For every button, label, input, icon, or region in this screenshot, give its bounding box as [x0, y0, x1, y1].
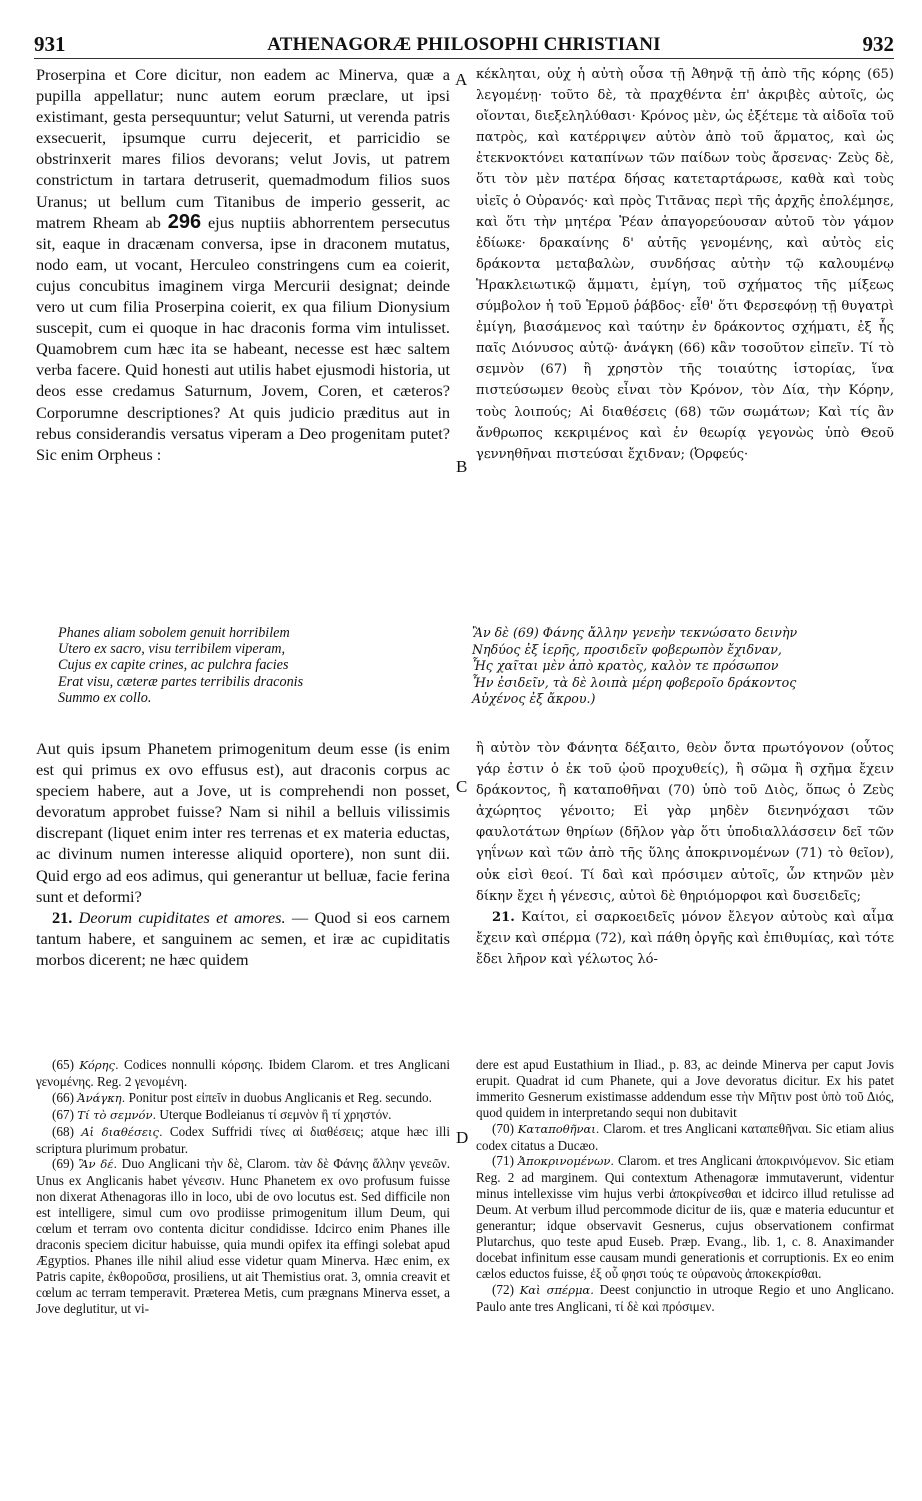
greek-poem: Ἂν δὲ (69) Φάνης ἄλλην γενεὴν τεκνώσατο δεινὴν Νηδύος ἐξ ἱερῆς, προσιδεῖν φοβερωπὸν ἔχιδναν, Ἧς χαῖται μὲν ἀπὸ κρατὸς, καλὸν τε πρόσωπον Ἦν ἐσιδεῖν, τὰ δὲ λοιπὰ μέρη φοβεροῖο δράκοντος Αὐχένος ἐξ ἄκρου.) [472, 625, 798, 707]
footnote-number: (67) [52, 1106, 74, 1122]
footnote-text: Duo Anglicani τὴν δὲ, Clarom. τὰν δὲ Φάνης ἄλλην γενεῶν. Unus ex Anglicanis habet γένεσιν. Hunc Phanetem ex ovo profusum fuisse non dixerat Athenagoras illo in loco, ubi de ovo locutus est. Sed difficile non est intelligere, simul cum ovo prodiisse primogenitum illum Deum, qui cœlum et terram ovo contenta dicitur condidisse. Idcirco enim Phanes ille draconis speciem dicitur habuisse, quia mundi opifex ita effingi solebat apud Ægyptios. Phanes ille nihil aliud esse videtur quam Minerva. Hæc enim, ex Patris capite, ἐκθοροῦσα, prosiliens, ut ait Themistius orat. 3, omnia creavit et cœlum ac terram temperavit. Præterea Metis, cum prægnans Minerva esset, a Jove deglutitur, ut vi- [36, 1156, 451, 1316]
greek-paragraph-1: κέκληται, οὐχ ἡ αὐτὴ οὖσα τῇ Ἀθηνᾷ τῇ ἀπὸ τῆς κόρης (65) λεγομένῃ· τοῦτο δὲ, τὰ πραχθέντα ἐπ' ἀκριβὲς αὐτοῖς, ὡς οἴονται, διεξεληλύθασι· Κρόνος μὲν, ὡς ἐξέτεμε τὰ αἰδοῖα τοῦ πατρὸς, καὶ κατέρριψεν αὐτὸν ἀπὸ τοῦ ἅρματος, καὶ ὡς ἐτεκνοκτόνει καταπίνων τῶν παίδων τοὺς ἄρσενας· Ζεὺς δὲ, ὅτι τὸν μὲν πατέρα δήσας κατεταρτάρωσε, καθὰ καὶ τοὺς υἱεῖς ὁ Οὐρανός· καὶ πρὸς Τιτᾶνας περὶ τῆς ἀρχῆς ἐπολέμησε, καὶ ὅτι τὴν μητέρα Ῥέαν ἀπαγορεύουσαν αὐτοῦ τὸν γάμον ἐδίωκε· δρακαίνης δ' αὐτῆς γενομένης, καὶ αὐτὸς εἰς δράκοντα μεταβαλὼν, συνδήσας αὐτὴν τῷ καλουμένῳ Ἡρακλειωτικῷ ἅμματι, ἐμίγη, τοῦ σχήματος τῆς μίξεως σύμβολον ἡ τοῦ Ἑρμοῦ ῥάβδος· εἶθ' ὅτι Φερσεφόνῃ τῇ θυγατρὶ ἐμίγη, βιασάμενος καὶ ταύτην ἐν δράκοντος σχήματι, ἐξ ἧς παῖς Διόνυσος αὐτῷ· ἀνάγκη (66) κἂν τοσοῦτον εἰπεῖν. Τί τὸ σεμνὸν (67) ἢ χρηστὸν τῆς τοιαύτης ἱστορίας, ἵνα πιστεύσωμεν θεοὺς εἶναι τὸν Κρόνον, τὸν Δία, τὴν Κόρην, τοὺς λοιπούς; Αἱ διαθέσεις (68) τῶν σωμάτων; Καὶ τίς ἂν ἄνθρωπος κεκριμένος καὶ ἐν θεωρίᾳ γεγονὼς ὑπὸ Θεοῦ γεννηθῆναι πιστεύσαι ἔχιδναν; (Ὀρφεύς· [476, 67, 894, 462]
footnote-text: Clarom. et tres Anglicani καταπεθῆναι. Sic etiam alius codex citatus a Ducæo. [476, 1120, 895, 1153]
footnote-text: Codices nonnulli κόρσης. Ibidem Clarom. et tres Anglicani γενομένης. Reg. 2 γενομένη. [36, 1057, 451, 1089]
margin-letter-b: B [456, 457, 468, 476]
footnote-number: (66) [52, 1089, 74, 1105]
margin-letter-d: D [456, 1128, 469, 1147]
margin-letter-a: A [455, 70, 468, 89]
footnote-text: Clarom. et tres Anglicani ἀποκρινόμενον. Sic etiam Reg. 2 ad marginem. Qui contextum Athenagoræ immutaverunt, videntur minus intellexisse vim hujus verbi ἀποκρίνεσθαι et idcirco illud retulisse ad Deum. At verbum illud percommode dicitur de iis, quæ e materia educuntur et generantur; idque observavit Gesnerus, cujus observationem confirmat Plutarchus, quo teste apud Euseb. Præp. Evang., lib. 1, c. 8. Anaximander docebat infinitum esse causam mundi generationis et corruptionis. Ex eo enim cælos eductos fuisse, ἐξ οὗ φησι τούς τε οὐρανοὺς ἀποκεκρίσθαι. [476, 1153, 895, 1281]
latin-paragraph-1 [36, 64, 450, 465]
footnote-text: Uterque Bodleianus τί σεμνὸν ἢ τί χρηστόν. [159, 1106, 392, 1122]
latin-text-1a: Proserpina et Core dicitur, non eadem ac Minerva, quæ a pupilla appellatur; nunc autem eorum præclare, ut ipsi existimant, gesta persequuntur; velut Saturni, ut verenda patris exsecuerit, ipsumque curru dejecerit, et parricidio se obstrinxerit mares filios devorans; velut Jovis, ut patrem constrictum in tartara detruserit, quemadmodum filios suos Uranus; ut bellum cum Titanibus de imperio gesserit, ac matrem Rheam ab [36, 65, 450, 232]
footnote-lemma: Ἂν δέ. [78, 1157, 118, 1172]
latin-section-21 [36, 907, 450, 970]
footnote-number: (71) [492, 1153, 514, 1169]
margin-letter-c: C [456, 777, 468, 796]
section-number: 21. [52, 907, 73, 927]
footnote-lemma: Καταποθῆναι. [517, 1121, 600, 1136]
footnote-lemma: Κόρης. [79, 1058, 119, 1072]
footnote-number: (69) [52, 1156, 74, 1172]
footnote [36, 1156, 450, 1316]
footnote [36, 1107, 450, 1124]
footnote [476, 1282, 894, 1315]
greek-paragraph-2 [476, 738, 894, 970]
latin-text-1b: ejus nuptiis abhorrentem persecutus sit, eaque in dracænam conversa, ipse in draconem mutatus, nodo eam, ut vocant, Herculeo constringens cum ea coierit, cujus concubitus imaginem virga Mercurii designat; deinde vero ut cum filia Proserpina coierit, ex qua filium Dionysium suscepit, cum ei quoque in hac draconis forma vim intulisset. Quamobrem cum hæc ita se habeant, necesse est hæc saltem verba facere. Quid honesti aut utilis habet ejusmodi historia, ut deos esse credamus Saturnum, Jovem, Coren, et cæteros? Corporumne descriptiones? At quis judicio præditus aut in rebus considerandis versatus viperam a Deo progenitam putet? Sic enim Orpheus : [36, 212, 451, 464]
section-number: 21. [492, 909, 515, 925]
greek-text-2: ἢ αὐτὸν τὸν Φάνητα δέξαιτο, θεὸν ὄντα πρωτόγονον (οὗτος γάρ ἐστιν ὁ ἐκ τοῦ ᾠοῦ προχυθείς), ἢ σῶμα ἢ σχῆμα ἔχειν δράκοντος, ἢ καταποθῆναι (70) ὑπὸ τοῦ Διὸς, ὅπως ὁ Ζεὺς ἀχώρητος γένοιτο; Εἰ γὰρ μηδὲν διενηνόχασι τῶν φαυλοτάτων θηρίων (δῆλον γὰρ ὅτι ὑποδιαλλάσσειν δεῖ τῶν γηΐνων καὶ τῶν ἀπὸ τῆς ὕλης ἀποκρινομένων (71) τὸ θεῖον), οὐκ εἰσὶ θεοί. Τί δαὶ καὶ πρόσιμεν αὐτοῖς, ὧν κτηνῶν μὲν δίκην ἔχει ἡ γένεσις, αὐτοὶ δὲ θηριόμορφοι καὶ δυσειδεῖς; [476, 741, 894, 904]
latin-text-2: Aut quis ipsum Phanetem primogenitum deum esse (is enim est qui primus ex ovo effusus est), aut draconis corpus ac speciem habere, aut a Jove, ut is comprehendi non posset, devoratum approbet fuisse? Nam si nihil a belluis vilissimis discrepant (liquet enim inter res terrenas et ex materia eductas, ac divinum numen interesse aliquid oportere), non sunt dii. Quid ergo ad eos adimus, qui generantur ut belluæ, facie ferina sunt et deformi? [36, 739, 450, 906]
footnote [36, 1124, 450, 1157]
footnote-lemma: Τί τὸ σεμνόν. [77, 1107, 157, 1122]
column-number: 296 [167, 210, 202, 233]
footnote-number: (70) [492, 1120, 514, 1136]
page-number-left: 931 [34, 32, 66, 56]
section-title: Deorum cupiditates et amores. [78, 907, 286, 927]
footnote-text: Codex Suffridi τίνες αἱ διαθέσεις; atque hæc illi scriptura plurimum probatur. [36, 1123, 451, 1156]
footnote-continuation: dere est apud Eustathium in Iliad., p. 83, ac deinde Minerva per caput Jovis erupit. Quadrat id cum Phanete, qui a Jove devoratus dicitur. Ex his patet immerito Gesnerum existimasse addendum esse τὴν Μῆτιν post ὑπὸ τοῦ Διός, quod quidem in interpretando sequi non dubitavit [476, 1057, 894, 1120]
footnote-number: (65) [52, 1057, 74, 1072]
footnote [476, 1121, 894, 1154]
footnote-lemma: Καὶ σπέρμα. [519, 1282, 594, 1297]
running-title: ATHENAGORÆ PHILOSOPHI CHRISTIANI [267, 34, 661, 55]
footnote-lemma: Ἀποκρινομένων. [517, 1154, 615, 1169]
section-text: Καίτοι, εἰ σαρκοειδεῖς μόνον ἔλεγον αὐτοὺς καὶ αἷμα ἔχειν καὶ σπέρμα (72), καὶ πάθη ὀργῆς καὶ ἐπιθυμίας, καὶ τότε ἔδει λῆρον καὶ γέλωτος λό- [476, 909, 894, 967]
greek-section-21 [476, 907, 894, 970]
section-text: — Quod si eos carnem tantum habere, et sanguinem ac semen, et iræ ac cupiditatis morbos dicerent; ne hæc quidem [36, 907, 451, 969]
footnote [36, 1090, 450, 1107]
header-rule [34, 58, 894, 59]
footnote-lemma: Ἀνάγκη. [77, 1090, 126, 1105]
latin-poem: Phanes aliam sobolem genuit horribilem Utero ex sacro, visu terribilem viperam, Cujus ex capite crines, ac pulchra facies Erat visu, cæteræ partes terribilis draconis Summo ex collo. [58, 625, 304, 706]
footnote [36, 1057, 450, 1090]
footnote [476, 1153, 894, 1281]
footnotes-right [476, 1057, 894, 1315]
footnote-text: Deest conjunctio in utroque Regio et uno Anglicano. Paulo ante tres Anglicani, τί δὲ καὶ πρόσιμεν. [476, 1281, 894, 1314]
footnote-number: (72) [492, 1281, 514, 1297]
footnotes-left [36, 1057, 450, 1317]
latin-paragraph-2 [36, 738, 450, 970]
page-number-right: 932 [862, 32, 894, 56]
footnote-lemma: Αἱ διαθέσεις. [81, 1124, 163, 1139]
running-header [34, 32, 894, 58]
footnote-number: (68) [52, 1123, 74, 1139]
footnote-text: Ponitur post εἰπεῖν in duobus Anglicanis et Reg. secundo. [128, 1089, 432, 1105]
